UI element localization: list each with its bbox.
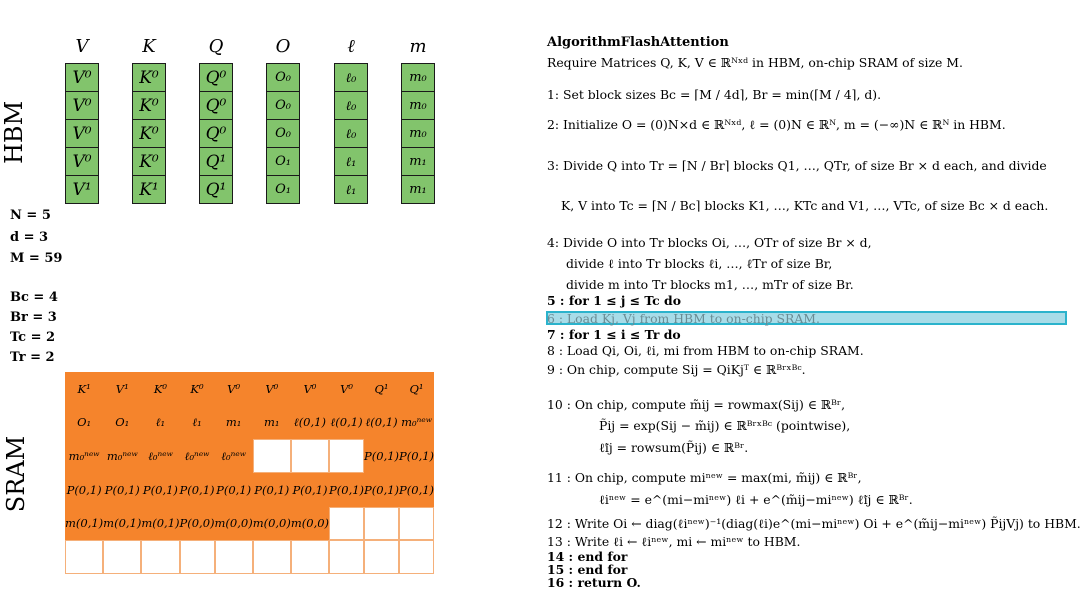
hbm-cell: O₀: [266, 91, 300, 120]
param-tr: Tr = 2: [10, 350, 55, 365]
sram-cell: P(0,1): [399, 473, 434, 507]
param-d: d = 3: [10, 230, 49, 245]
sram-cell: m₁: [253, 406, 291, 440]
sram-cell: K¹: [65, 372, 103, 406]
sram-cell: K⁰: [180, 372, 215, 406]
sram-grid: [65, 372, 435, 574]
algorithm-line: 16 : return O.: [547, 575, 641, 590]
sram-cell: V⁰: [329, 372, 364, 406]
sram-empty-cell: [65, 540, 103, 574]
hbm-column: [266, 63, 300, 204]
sram-empty-cell: [399, 540, 434, 574]
algorithm-line: 14 : end for: [547, 549, 628, 564]
sram-label: SRAM: [2, 435, 30, 513]
algorithm-line: 11 : On chip, compute miⁿᵉʷ = max(mi, m̃ij) ∈ ℝᴮʳ,: [547, 470, 862, 485]
hbm-cell: O₀: [266, 63, 300, 92]
hbm-cell: Q⁰: [199, 119, 233, 148]
sram-empty-cell: [103, 540, 141, 574]
sram-cell: P(0,1): [399, 439, 434, 473]
hbm-label: HBM: [0, 100, 28, 164]
sram-cell: V⁰: [215, 372, 253, 406]
hbm-cell: m₀: [401, 119, 435, 148]
sram-cell: m₁: [215, 406, 253, 440]
algorithm-line: Require Matrices Q, K, V ∈ ℝᴺˣᵈ in HBM, on-chip SRAM of size M.: [547, 55, 963, 70]
algorithm-line: K, V into Tc = ⌈N / Bc⌉ blocks K1, …, KTc and V1, …, VTc, of size Bc × d each.: [561, 198, 1049, 213]
hbm-cell: V⁰: [65, 119, 99, 148]
sram-empty-cell: [329, 439, 364, 473]
hbm-column-header: V: [75, 36, 89, 57]
sram-empty-cell: [364, 540, 399, 574]
sram-cell: V⁰: [291, 372, 329, 406]
sram-cell: ℓ₀ⁿᵉʷ: [141, 439, 179, 473]
sram-empty-cell: [291, 439, 329, 473]
hbm-cell: m₀: [401, 63, 435, 92]
hbm-cell: K⁰: [132, 119, 166, 148]
algorithm-line: divide m into Tr blocks m1, …, mTr of size Br.: [566, 277, 854, 292]
sram-cell: ℓ(0,1): [364, 406, 399, 440]
sram-cell: P(0,1): [329, 473, 364, 507]
hbm-column-header: m: [409, 36, 427, 57]
sram-cell: V¹: [103, 372, 141, 406]
sram-cell: P(0,1): [364, 439, 399, 473]
param-n: N = 5: [10, 208, 51, 223]
sram-cell: ℓ(0,1): [329, 406, 364, 440]
hbm-cell: ℓ₀: [334, 63, 368, 92]
hbm-cell: Q¹: [199, 175, 233, 204]
sram-cell: ℓ₁: [180, 406, 215, 440]
sram-cell: m₀ⁿᵉʷ: [65, 439, 103, 473]
sram-cell: m(0,0): [291, 507, 329, 541]
algorithm-line: divide ℓ into Tr blocks ℓi, …, ℓTr of size Br,: [566, 256, 833, 271]
hbm-cell: Q⁰: [199, 63, 233, 92]
sram-cell: m(0,0): [215, 507, 253, 541]
hbm-cell: K⁰: [132, 147, 166, 176]
sram-empty-cell: [399, 507, 434, 541]
algorithm-line: ℓiⁿᵉʷ = e^(mi−miⁿᵉʷ) ℓi + e^(m̃ij−miⁿᵉʷ) ℓ̃ij ∈ ℝᴮʳ.: [599, 492, 913, 507]
hbm-column-header: O: [275, 36, 291, 57]
hbm-column-header: Q: [208, 36, 224, 57]
algorithm-title: AlgorithmFlashAttention: [547, 35, 729, 50]
hbm-cell: O₀: [266, 119, 300, 148]
param-m: M = 59: [10, 251, 63, 266]
sram-cell: m₀ⁿᵉʷ: [103, 439, 141, 473]
hbm-cell: K⁰: [132, 63, 166, 92]
sram-cell: P(0,1): [364, 473, 399, 507]
sram-empty-cell: [253, 439, 291, 473]
sram-cell: Q¹: [399, 372, 434, 406]
param-br: Br = 3: [10, 310, 57, 325]
sram-cell: ℓ(0,1): [291, 406, 329, 440]
sram-empty-cell: [141, 540, 179, 574]
sram-cell: m(0,1): [141, 507, 179, 541]
hbm-cell: ℓ₁: [334, 147, 368, 176]
sram-cell: K⁰: [141, 372, 179, 406]
hbm-column: [65, 63, 99, 204]
algorithm-line: 12 : Write Oi ← diag(ℓiⁿᵉʷ)⁻¹(diag(ℓi)e^(mi−miⁿᵉʷ) Oi + e^(m̃ij−miⁿᵉʷ) P̃ijVj) to HBM.: [547, 516, 1081, 531]
sram-cell: m(0,1): [65, 507, 103, 541]
hbm-cell: ℓ₁: [334, 175, 368, 204]
algorithm-line: 10 : On chip, compute m̃ij = rowmax(Sij) ∈ ℝᴮʳ,: [547, 397, 846, 412]
sram-empty-cell: [329, 540, 364, 574]
sram-cell: ℓ₁: [141, 406, 179, 440]
hbm-cell: Q⁰: [199, 91, 233, 120]
hbm-cell: K⁰: [132, 91, 166, 120]
hbm-column: [199, 63, 233, 204]
hbm-cell: V⁰: [65, 63, 99, 92]
algorithm-line: 3: Divide Q into Tr = ⌈N / Br⌉ blocks Q1, …, QTr, of size Br × d each, and divide: [547, 158, 1047, 173]
sram-cell: Q¹: [364, 372, 399, 406]
sram-empty-cell: [329, 507, 364, 541]
sram-cell: P(0,1): [291, 473, 329, 507]
algorithm-line: 13 : Write ℓi ← ℓiⁿᵉʷ, mi ← miⁿᵉʷ to HBM.: [547, 534, 801, 549]
sram-cell: P(0,1): [253, 473, 291, 507]
param-bc: Bc = 4: [10, 290, 58, 305]
sram-cell: m(0,0): [253, 507, 291, 541]
hbm-cell: O₁: [266, 147, 300, 176]
hbm-column-header: ℓ: [347, 36, 355, 57]
param-tc: Tc = 2: [10, 330, 56, 345]
algorithm-line: 15 : end for: [547, 562, 628, 577]
sram-cell: O₁: [103, 406, 141, 440]
algorithm-line: P̃ij = exp(Sij − m̃ij) ∈ ℝᴮʳˣᴮᶜ (pointwise),: [599, 418, 851, 433]
hbm-column: [334, 63, 368, 204]
sram-cell: ℓ₀ⁿᵉʷ: [215, 439, 253, 473]
hbm-column: [401, 63, 435, 204]
algorithm-line: 5 : for 1 ≤ j ≤ Tc do: [547, 293, 681, 308]
hbm-cell: K¹: [132, 175, 166, 204]
sram-empty-cell: [364, 507, 399, 541]
sram-empty-cell: [180, 540, 215, 574]
sram-empty-cell: [291, 540, 329, 574]
sram-cell: P(0,1): [103, 473, 141, 507]
sram-cell: P(0,1): [215, 473, 253, 507]
sram-cell: P(0,1): [141, 473, 179, 507]
sram-cell: P(0,0): [180, 507, 215, 541]
hbm-cell: O₁: [266, 175, 300, 204]
algorithm-line: 7 : for 1 ≤ i ≤ Tr do: [547, 327, 681, 342]
hbm-cell: m₀: [401, 91, 435, 120]
algorithm-line: 9 : On chip, compute Sij = QiKjᵀ ∈ ℝᴮʳˣᴮᶜ.: [547, 362, 806, 377]
sram-cell: V⁰: [253, 372, 291, 406]
hbm-cell: Q¹: [199, 147, 233, 176]
hbm-cell: m₁: [401, 147, 435, 176]
algorithm-line: 8 : Load Qi, Oi, ℓi, mi from HBM to on-chip SRAM.: [547, 343, 864, 358]
hbm-column-header: K: [142, 36, 156, 57]
hbm-cell: ℓ₀: [334, 119, 368, 148]
sram-empty-cell: [253, 540, 291, 574]
sram-cell: O₁: [65, 406, 103, 440]
sram-cell: m(0,1): [103, 507, 141, 541]
sram-empty-cell: [215, 540, 253, 574]
sram-cell: P(0,1): [180, 473, 215, 507]
algorithm-line: 6 : Load Kj, Vj from HBM to on-chip SRAM.: [547, 311, 820, 326]
hbm-cell: ℓ₀: [334, 91, 368, 120]
sram-cell: P(0,1): [65, 473, 103, 507]
hbm-cell: V⁰: [65, 147, 99, 176]
algorithm-line: 2: Initialize O = (0)N×d ∈ ℝᴺˣᵈ, ℓ = (0)N ∈ ℝᴺ, m = (−∞)N ∈ ℝᴺ in HBM.: [547, 117, 1006, 132]
hbm-cell: V¹: [65, 175, 99, 204]
sram-cell: m₀ⁿᵉʷ: [399, 406, 434, 440]
hbm-column: [132, 63, 166, 204]
algorithm-line: 1: Set block sizes Bc = ⌈M / 4d⌉, Br = min(⌈M / 4⌉, d).: [547, 87, 882, 102]
algorithm-line: ℓ̃ij = rowsum(P̃ij) ∈ ℝᴮʳ.: [599, 440, 749, 455]
sram-cell: ℓ₀ⁿᵉʷ: [180, 439, 215, 473]
algorithm-line: 4: Divide O into Tr blocks Oi, …, OTr of size Br × d,: [547, 235, 872, 250]
hbm-cell: V⁰: [65, 91, 99, 120]
hbm-cell: m₁: [401, 175, 435, 204]
